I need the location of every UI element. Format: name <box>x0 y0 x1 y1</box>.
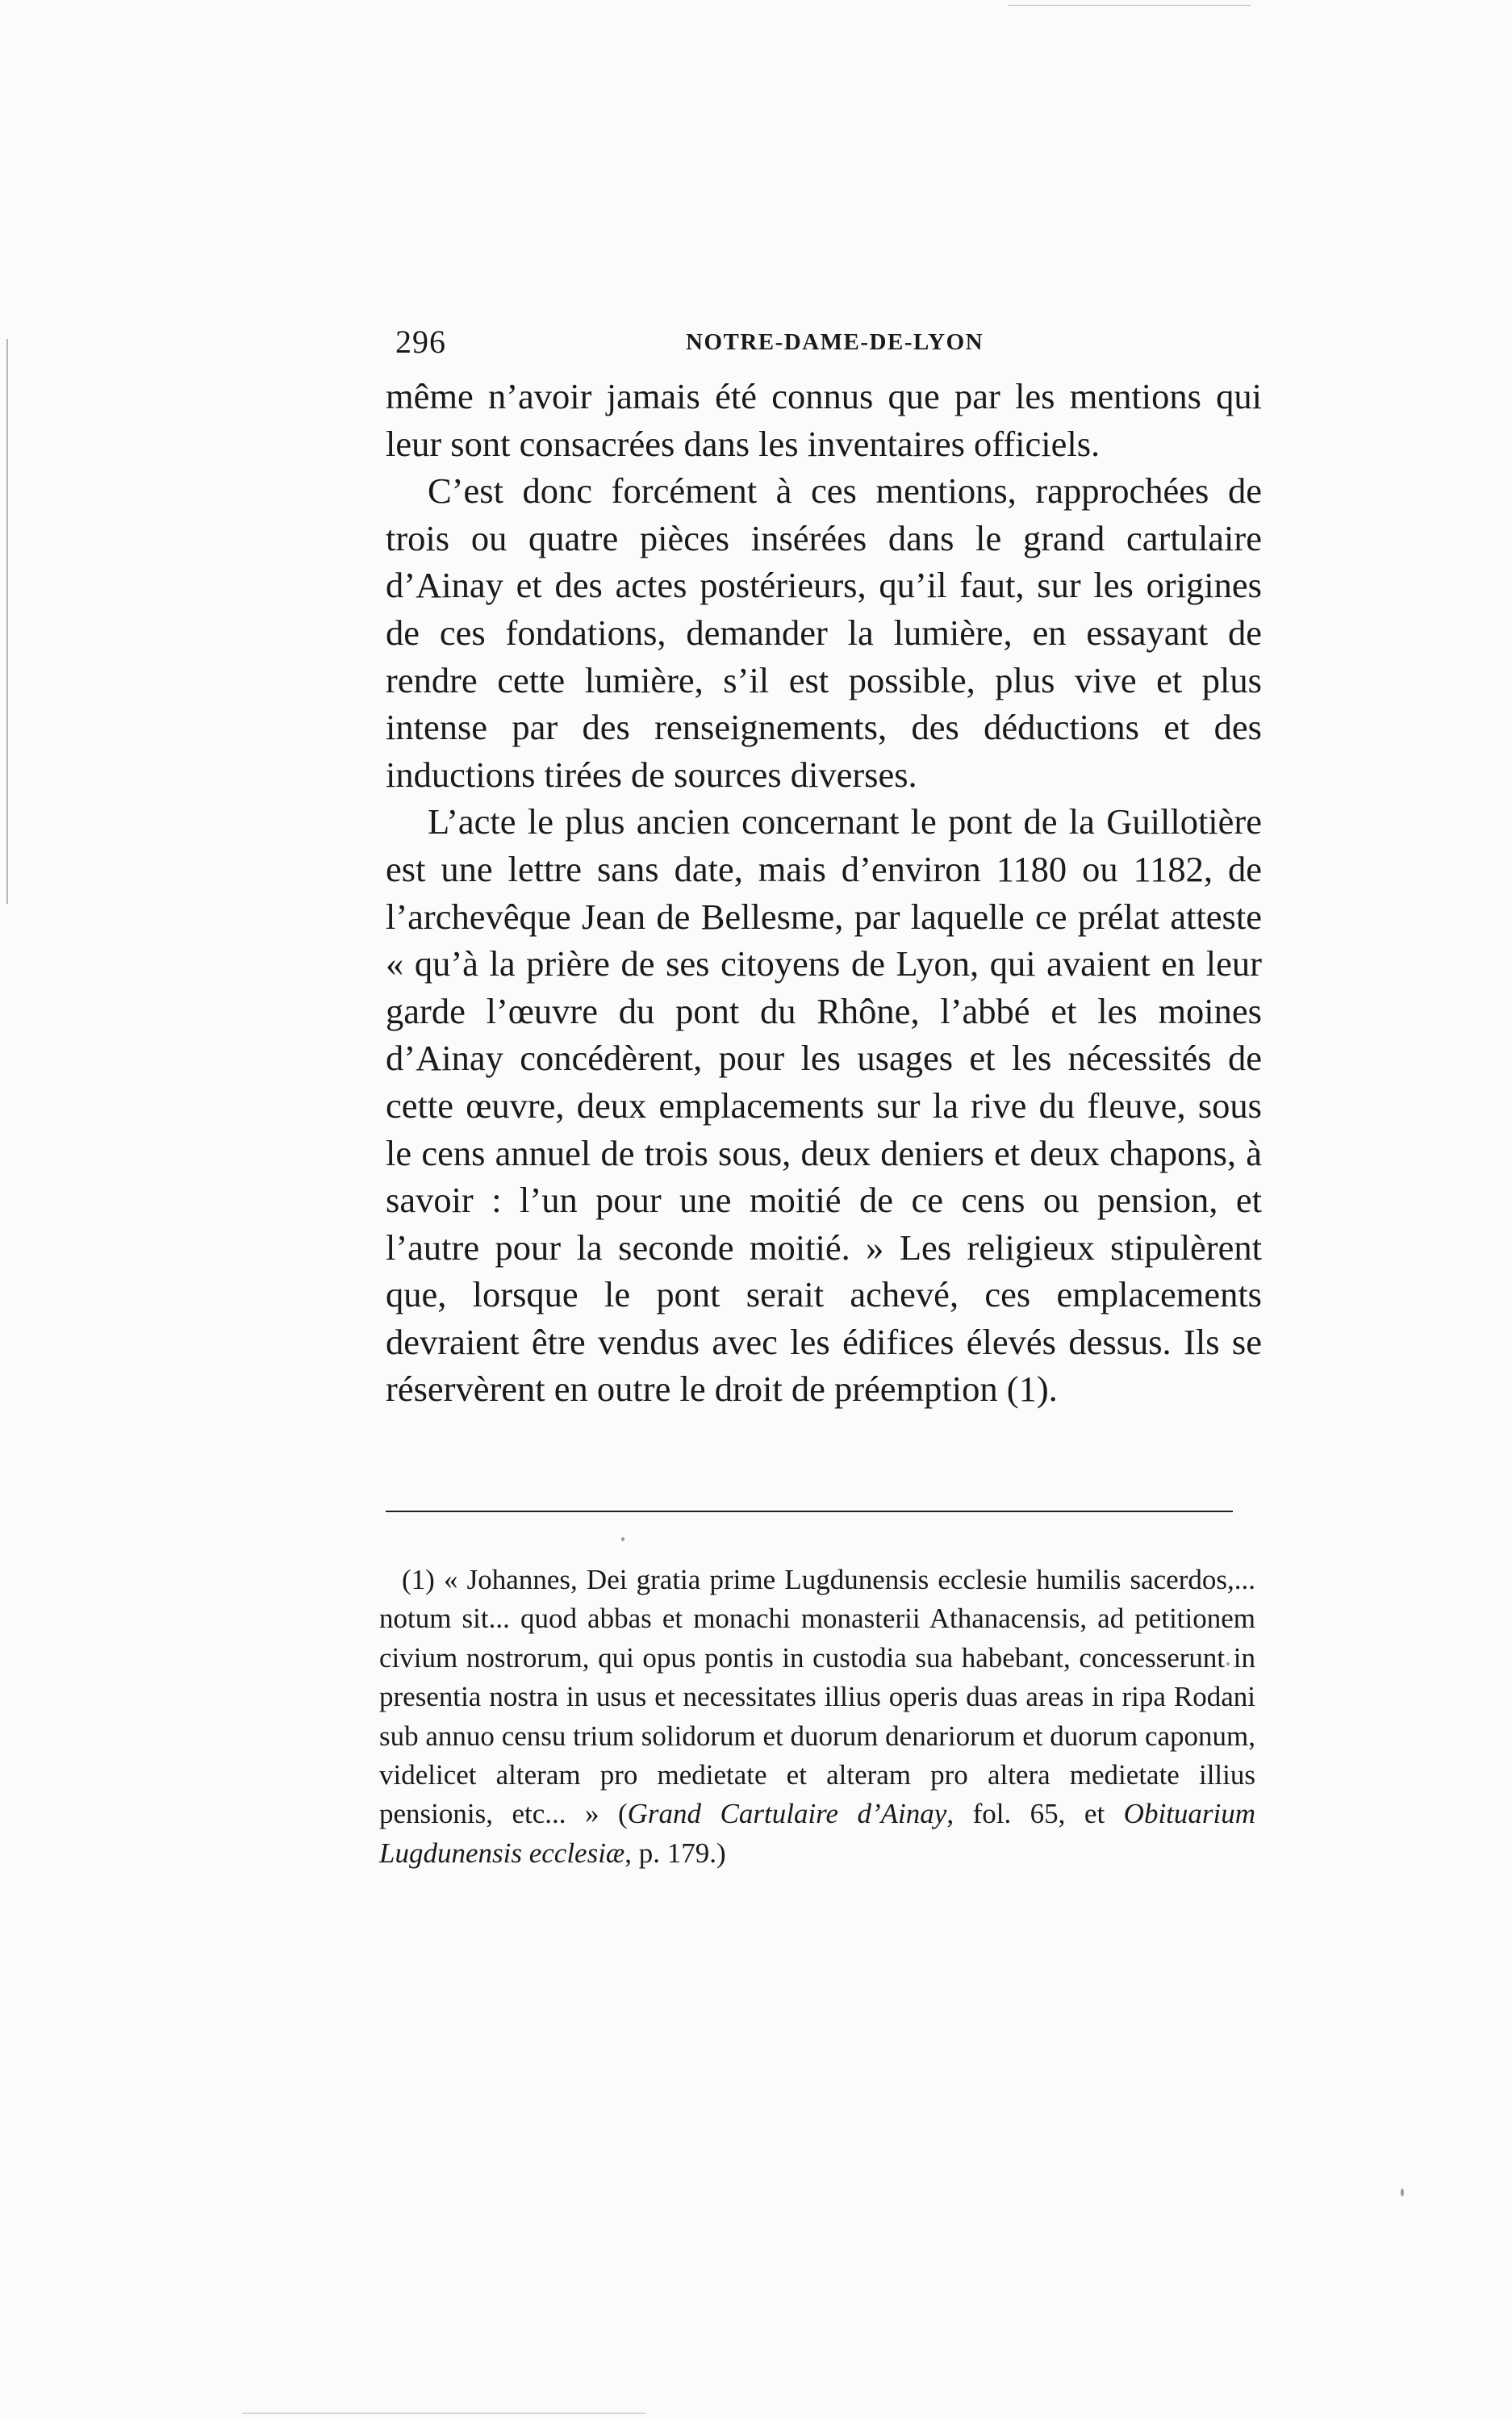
footnotes <box>379 1561 1255 1873</box>
paragraph-continuation: même n’avoir jamais été connus que par les mentions qui leur sont consacrées dans les inventaires officiels. <box>386 376 1262 464</box>
footnote-text: (1) « Johannes, Dei gratia prime Lugdunensis ecclesie humilis sacerdos,... notum sit... quod abbas et monachi monasterii Athanacensis, ad petitionem civium nostrorum, qui opus pontis in custodia sua habebant, concesserunt in presentia nostra in usus et necessitates illius operis duas areas in ripa Rodani sub annuo censu trium solidorum et duorum denariorum et duorum caponum, videlicet alteram pro medietate et alteram pro altera medietate illius pensionis, etc... » <box>379 1564 1255 1830</box>
left-edge-mark <box>6 339 8 904</box>
paragraph: C’est donc forcément à ces mentions, rapprochées de trois ou quatre pièces insérées dans le grand cartulaire d’Ainay et des actes postérieurs, qu’il faut, sur les origines de ces fondations, demander la lumière, en essayant de rendre cette lumière, s’il est possible, plus vive et plus intense par des renseignements, des déductions et des inductions tirées de sources diverses. <box>386 470 1262 795</box>
footnote-1 <box>379 1561 1255 1873</box>
speck <box>621 1537 624 1541</box>
top-edge-mark <box>1009 5 1251 6</box>
speck <box>1401 2188 1404 2196</box>
citation-close: , p. 179.) <box>624 1837 726 1869</box>
bottom-edge-mark <box>242 2413 645 2414</box>
running-header <box>395 323 1283 371</box>
citation-open: ( <box>618 1798 628 1830</box>
citation-title: Obituarium Lugdunensis ecclesiæ <box>379 1798 1256 1869</box>
footnote-separator <box>386 1511 1233 1512</box>
main-text <box>386 373 1262 1413</box>
page-number: 296 <box>395 324 446 360</box>
running-title: NOTRE-DAME-DE-LYON <box>686 329 984 355</box>
citation-mid: , fol. 65, et <box>946 1798 1124 1830</box>
paragraph: L’acte le plus ancien concernant le pont de la Guillotière est une lettre sans date, mais d’environ 1180 ou 1182, de l’archevêque Jean de Bellesme, par laquelle ce prélat atteste « qu’à la prière de ses citoyens de Lyon, qui avaient en leur garde l’œuvre du pont du Rhône, l’abbé et les moines d’Ainay concédèrent, pour les usages et les nécessités de cette œuvre, deux emplacements sur la rive du fleuve, sous le cens annuel de trois sous, deux deniers et deux chapons, à savoir : l’un pour une moitié de ce cens ou pension, et l’autre pour la seconde moitié. » Les religieux stipulèrent que, lorsque le pont serait achevé, ces emplacements devraient être vendus avec les édifices élevés dessus. Ils se réservèrent en outre le droit de préemption (1). <box>386 801 1262 1410</box>
citation-title: Grand Cartulaire d’Ainay <box>627 1798 947 1830</box>
